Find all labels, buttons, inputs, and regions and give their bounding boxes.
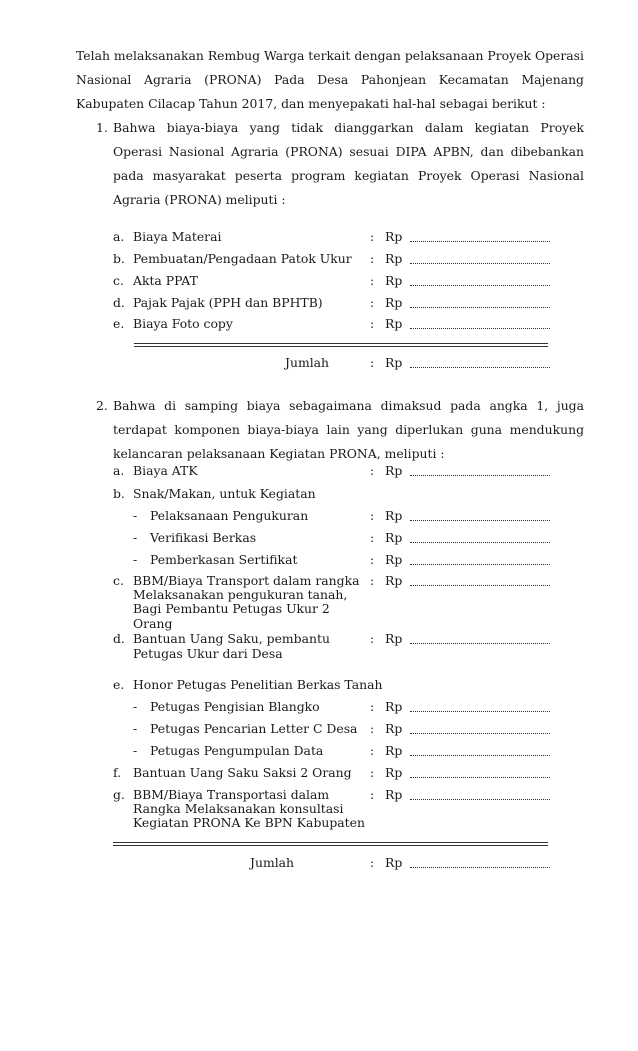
section-2-number: 2.: [96, 398, 108, 413]
section-2-total-divider: [113, 842, 548, 846]
document-page: Telah melaksanakan Rembug Warga terkait dengan pelaksanaan Proyek Operasi Nasional Agraria (PRONA) Pada Desa Pahonjean Kecamatan Majenang Kabupaten Cilacap Tahun 2017, dan menyepakati hal-hal sebagai berikut : 1. Bahwa biaya-biaya yang tidak dianggarkan dalam kegiatan Proyek Operasi Nasional Agraria (PRONA) sesuai DIPA APBN, dan dibebankan pada masyarakat peserta program kegiatan Proyek Operasi Nasional Agraria (PRONA) meliputi : a. Biaya Materai : Rp b. Pembuatan/Pengadaan Patok Ukur : Rp c. Akta PPAT : Rp d. Pajak Pajak (PPH dan BPHTB) : Rp e. Biaya Foto copy : Rp Jumlah : Rp 2. Bahwa di samping biaya sebagaimana dimaksud pada angka 1, juga terdapat komponen biaya-biaya lain yang diperlukan guna mendukung kelancaran pelaksanaan Kegiatan PRONA, meliputi : a. Biaya ATK : Rp b. Snak/Makan, untuk Kegiatan - Pelaksanaan Pengukuran : Rp - Verifikasi Berkas : Rp - Pemberkasan Sertifikat : Rp c. BBM/Biaya Transport dalam rangka Melaksanakan pengukuran tanah, Bagi Pembantu Petugas Ukur 2 Orang : Rp d. Bantuan Uang Saku, pembantu Petugas Ukur dari Desa : Rp e. Honor Petugas Penelitian Berkas Tanah - Petugas Pengisian Blangko : Rp - Petugas Pencarian Letter C Desa : Rp - Petugas Pengumpulan Data : Rp f. Bantuan Uang Saku Saksi 2 Orang : Rp g. BBM/Biaya Transportasi dalam Rangka Melaksanakan konsultasi Kegiatan PRONA Ke BPN Kabupaten : Rp Jumlah : Rp: [0, 0, 638, 1051]
section-1-number: 1.: [96, 120, 108, 135]
intro-paragraph: Telah melaksanakan Rembug Warga terkait dengan pelaksanaan Proyek Operasi Nasional Agraria (PRONA) Pada Desa Pahonjean Kecamatan Majenang Kabupaten Cilacap Tahun 2017, dan menyepakati hal-hal sebagai berikut :: [76, 48, 584, 111]
section-2-total-label: Jumlah: [250, 855, 295, 870]
section-2-text: Bahwa di samping biaya sebagaimana dimaksud pada angka 1, juga terdapat komponen biaya-biaya lain yang diperlukan guna mendukung kelancaran pelaksanaan Kegiatan PRONA, meliputi :: [113, 398, 584, 461]
section-1-total-label: Jumlah: [285, 355, 330, 370]
section-1-text: Bahwa biaya-biaya yang tidak dianggarkan dalam kegiatan Proyek Operasi Nasional Agraria (PRONA) sesuai DIPA APBN, dan dibebankan pada masyarakat peserta program kegiatan Proyek Operasi Nasional Agraria (PRONA) meliputi :: [113, 120, 584, 207]
section-1-total-divider: [134, 343, 548, 347]
